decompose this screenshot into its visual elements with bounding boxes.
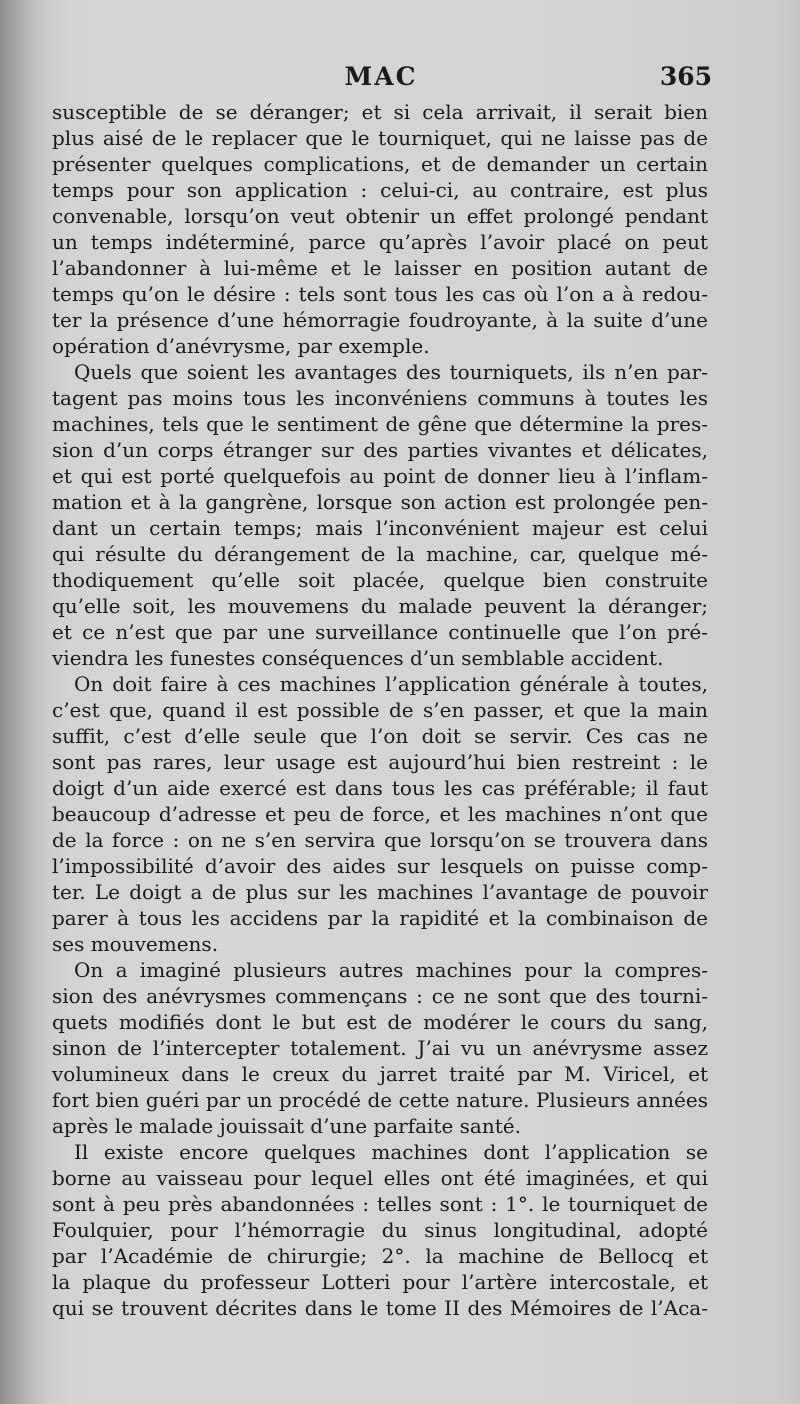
text-line: ter. Le doigt a de plus sur les machines l’avantage de pouvoir [52, 880, 708, 904]
text-line: parer à tous les accidens par la rapidité et la combinaison de [52, 906, 708, 930]
running-head-title: MAC [344, 62, 418, 91]
text-line: susceptible de se déranger; et si cela arrivait, il serait bien [52, 100, 708, 124]
text-line: par l’Académie de chirurgie; 2°. la machine de Bellocq et [52, 1244, 708, 1268]
text-line: et qui est porté quelquefois au point de donner lieu à l’inflam- [52, 464, 708, 488]
body-text [52, 99, 708, 1321]
text-line: opération d’anévrysme, par exemple. [52, 334, 430, 358]
text-line: l’abandonner à lui-même et le laisser en position autant de [52, 256, 708, 280]
text-line: thodiquement qu’elle soit placée, quelque bien construite [52, 568, 708, 592]
text-line: plus aisé de le replacer que le tourniquet, qui ne laisse pas de [52, 126, 708, 150]
text-line: fort bien guéri par un procédé de cette nature. Plusieurs années [52, 1088, 708, 1112]
text-line: qui se trouvent décrites dans le tome II des Mémoires de l’Aca- [52, 1296, 708, 1320]
text-line: un temps indéterminé, parce qu’après l’avoir placé on peut [52, 230, 708, 254]
text-line: quets modifiés dont le but est de modérer le cours du sang, [52, 1010, 708, 1034]
text-line: suffit, c’est d’elle seule que l’on doit se servir. Ces cas ne [52, 724, 708, 748]
text-line: qu’elle soit, les mouvemens du malade peuvent la déranger; [52, 594, 708, 618]
text-line: dant un certain temps; mais l’inconvénient majeur est celui [52, 516, 708, 540]
text-line: présenter quelques complications, et de demander un certain [52, 152, 708, 176]
text-line: temps qu’on le désire : tels sont tous les cas où l’on a à redou- [52, 282, 708, 306]
text-line: ses mouvemens. [52, 932, 219, 956]
text-line: On doit faire à ces machines l’application générale à toutes, [74, 672, 708, 696]
paragraph-3 [52, 671, 708, 957]
running-head [52, 62, 710, 96]
text-line: ter la présence d’une hémorragie foudroyante, à la suite d’une [52, 308, 708, 332]
text-line: Il existe encore quelques machines dont l’application se [74, 1140, 708, 1164]
text-line: mation et à la gangrène, lorsque son action est prolongée pen- [52, 490, 708, 514]
text-line: de la force : on ne s’en servira que lorsqu’on se trouvera dans [52, 828, 708, 852]
text-line: viendra les funestes conséquences d’un semblable accident. [52, 646, 664, 670]
text-line: et ce n’est que par une surveillance continuelle que l’on pré- [52, 620, 708, 644]
text-line: sinon de l’intercepter totalement. J’ai vu un anévrysme assez [52, 1036, 708, 1060]
paragraph-1 [52, 99, 708, 359]
text-line: la plaque du professeur Lotteri pour l’artère intercostale, et [52, 1270, 708, 1294]
text-line: après le malade jouissait d’une parfaite santé. [52, 1114, 521, 1138]
text-line: convenable, lorsqu’on veut obtenir un effet prolongé pendant [52, 204, 708, 228]
page-number: 365 [659, 62, 712, 91]
text-line: qui résulte du dérangement de la machine, car, quelque mé- [52, 542, 708, 566]
text-line: sont à peu près abandonnées : telles sont : 1°. le tourniquet de [52, 1192, 708, 1216]
text-line: c’est que, quand il est possible de s’en passer, et que la main [52, 698, 708, 722]
text-line: tagent pas moins tous les inconvéniens communs à toutes les [52, 386, 708, 410]
paragraph-2 [52, 359, 708, 671]
text-line: Quels que soient les avantages des tourniquets, ils n’en par- [74, 360, 708, 384]
paragraph-5 [52, 1139, 708, 1321]
text-line: sion d’un corps étranger sur des parties vivantes et délicates, [52, 438, 708, 462]
text-line: volumineux dans le creux du jarret traité par M. Viricel, et [52, 1062, 708, 1086]
text-line: doigt d’un aide exercé est dans tous les cas préférable; il faut [52, 776, 708, 800]
text-line: Foulquier, pour l’hémorragie du sinus longitudinal, adopté [52, 1218, 708, 1242]
text-line: machines, tels que le sentiment de gêne que détermine la pres- [52, 412, 708, 436]
text-line: borne au vaisseau pour lequel elles ont été imaginées, et qui [52, 1166, 708, 1190]
text-line: sion des anévrysmes commençans : ce ne sont que des tourni- [52, 984, 708, 1008]
text-line: sont pas rares, leur usage est aujourd’hui bien restreint : le [52, 750, 708, 774]
paragraph-4 [52, 957, 708, 1139]
text-line: On a imaginé plusieurs autres machines pour la compres- [74, 958, 708, 982]
text-line: temps pour son application : celui-ci, au contraire, est plus [52, 178, 708, 202]
text-line: l’impossibilité d’avoir des aides sur lesquels on puisse comp- [52, 854, 708, 878]
text-line: beaucoup d’adresse et peu de force, et les machines n’ont que [52, 802, 708, 826]
